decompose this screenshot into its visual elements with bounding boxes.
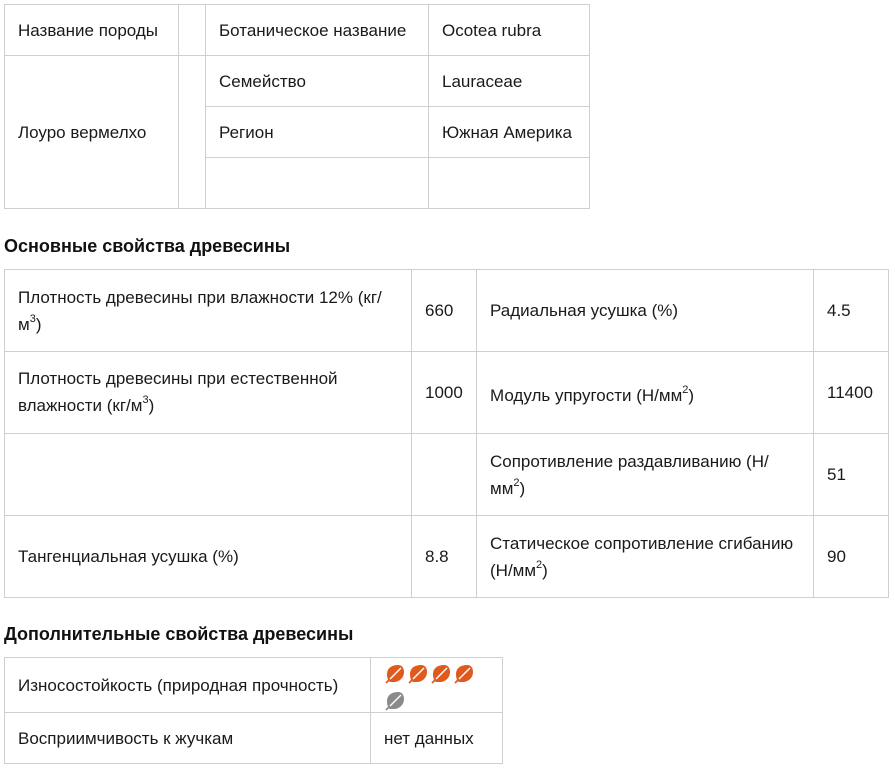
species-name-label: Название породы bbox=[5, 5, 179, 56]
density-natural-value: 1000 bbox=[412, 352, 477, 434]
leaf-icon bbox=[384, 662, 406, 684]
extra-properties-table bbox=[4, 657, 503, 764]
region-value: Южная Америка bbox=[429, 107, 590, 158]
basic-properties-table bbox=[4, 269, 889, 598]
leaf-icon bbox=[407, 662, 429, 684]
density-natural-label: Плотность древесины при естественной влажности $(кг/м^3)$ bbox=[5, 352, 412, 434]
basic-properties-heading: Основные свойства древесины bbox=[4, 236, 291, 256]
empty-value bbox=[429, 158, 590, 209]
empty-cell bbox=[5, 434, 412, 516]
modulus-value: 11400 bbox=[814, 352, 889, 434]
crush-value: 51 bbox=[814, 434, 889, 516]
modulus-label: Модуль упругости $(Н/мм^2)$ bbox=[477, 352, 814, 434]
spacer-cell bbox=[179, 5, 206, 56]
botanical-name-value: Ocotea rubra bbox=[429, 5, 590, 56]
bending-value: 90 bbox=[814, 516, 889, 598]
radial-label: Радиальная усушка (%) bbox=[477, 270, 814, 352]
species-name-value: Лоуро вермелхо bbox=[5, 56, 179, 209]
table-row bbox=[5, 658, 503, 713]
leaf-icon bbox=[430, 662, 452, 684]
family-label: Семейство bbox=[206, 56, 429, 107]
table-row bbox=[5, 270, 889, 352]
radial-value: 4.5 bbox=[814, 270, 889, 352]
beetles-value: нет данных bbox=[371, 713, 503, 764]
leaf-icon bbox=[453, 662, 475, 684]
empty-label bbox=[206, 158, 429, 209]
durability-rating bbox=[371, 658, 503, 713]
tangential-label: Тангенциальная усушка (%) bbox=[5, 516, 412, 598]
leaf-rating bbox=[384, 662, 476, 708]
table-row bbox=[5, 5, 590, 56]
spacer-cell bbox=[179, 56, 206, 209]
leaf-icon bbox=[384, 689, 406, 711]
crush-label: Сопротивление раздавливанию $(Н/мм^2)$ bbox=[477, 434, 814, 516]
table-row bbox=[5, 713, 503, 764]
bending-label: Статическое сопротивление сгибанию $(Н/мм^2)$ bbox=[477, 516, 814, 598]
table-row bbox=[5, 352, 889, 434]
table-row bbox=[5, 56, 590, 107]
species-table bbox=[4, 4, 590, 209]
table-row bbox=[5, 434, 889, 516]
density12-value: 660 bbox=[412, 270, 477, 352]
density12-label: Плотность древесины при влажности 12% $(кг/м^3)$ bbox=[5, 270, 412, 352]
beetles-label: Восприимчивость к жучкам bbox=[5, 713, 371, 764]
region-label: Регион bbox=[206, 107, 429, 158]
family-value: Lauraceae bbox=[429, 56, 590, 107]
botanical-name-label: Ботаническое название bbox=[206, 5, 429, 56]
table-row bbox=[5, 516, 889, 598]
extra-properties-heading: Дополнительные свойства древесины bbox=[4, 624, 354, 644]
durability-label: Износостойкость (природная прочность) bbox=[5, 658, 371, 713]
empty-cell bbox=[412, 434, 477, 516]
tangential-value: 8.8 bbox=[412, 516, 477, 598]
